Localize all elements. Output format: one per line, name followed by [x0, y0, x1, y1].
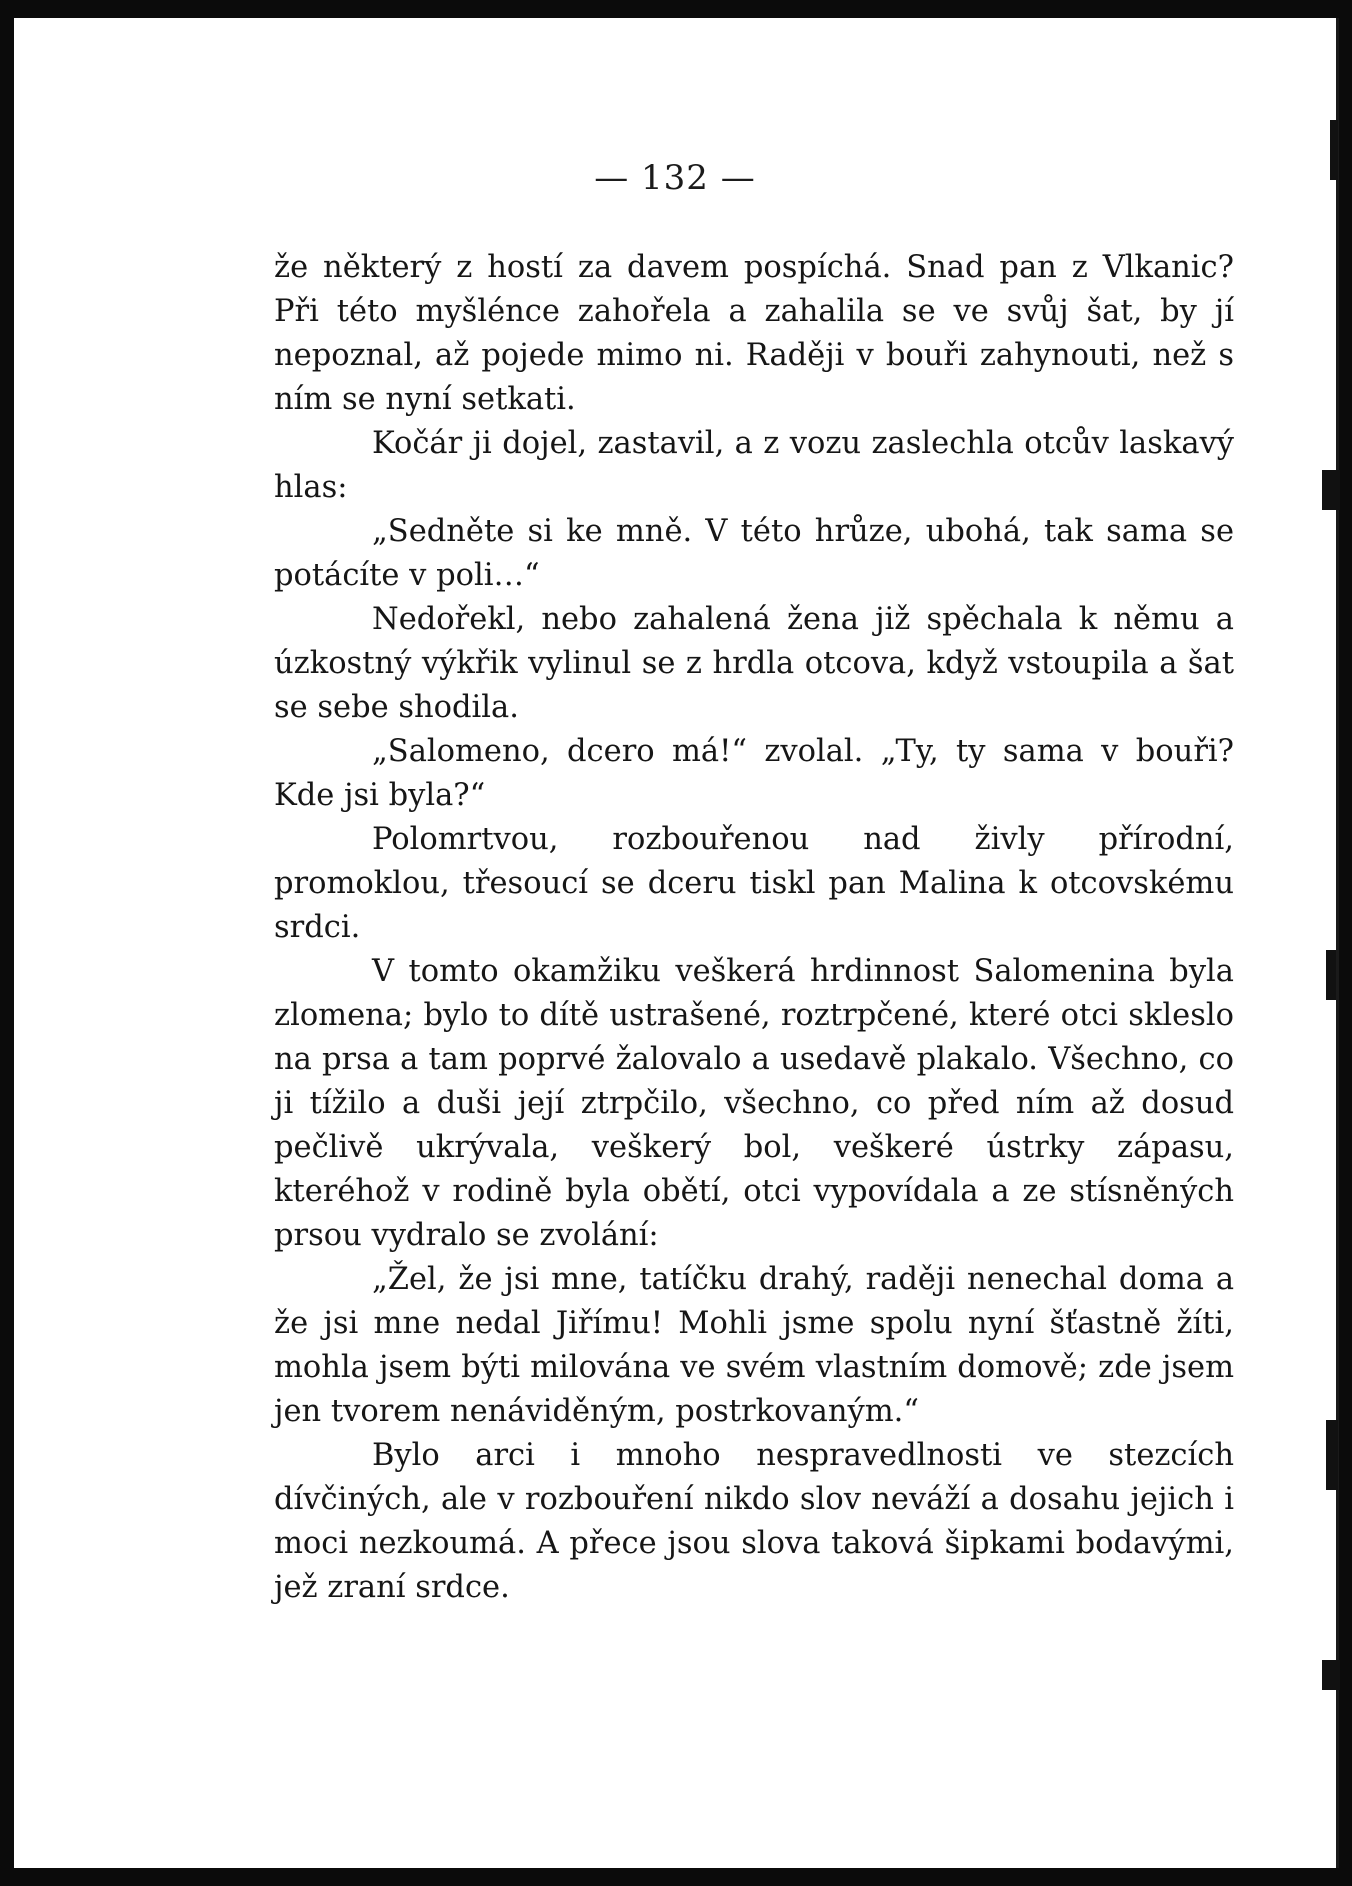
- page-number: — 132 —: [594, 158, 756, 198]
- paragraph-3: „Sedněte si ke mně. V této hrůze, ubohá, tak sama se potácíte v poli…“: [274, 514, 1234, 593]
- scan-edge-mark: [1326, 1420, 1338, 1490]
- paragraph-7: V tomto okamžiku veškerá hrdinnost Salomenina byla zlomena; bylo to dítě ustrašené, roztrpčené, které otci skleslo na prsa a tam poprvé žalovalo a usedavě plakalo. Všechno, co ji tížilo a duši její ztrpčilo, všechno, co před ním až dosud pečlivě ukrývala, veškerý bol, veškeré ústrky zápasu, kteréhož v rodině byla obětí, otci vypovídala a ze stísněných prsou vydralo se zvolání:: [274, 954, 1234, 1253]
- book-page: [14, 18, 1339, 1868]
- scan-edge-mark: [1330, 120, 1338, 180]
- paragraph-2: Kočár ji dojel, zastavil, a z vozu zaslechla otcův laskavý hlas:: [274, 426, 1234, 505]
- scan-edge-mark: [1322, 470, 1340, 510]
- scan-edge-mark: [1322, 1660, 1340, 1690]
- paragraph-1: že některý z hostí za davem pospíchá. Snad pan z Vlkanic? Při této myšlénce zahořela a zahalila se ve svůj šat, by jí nepoznal, až pojede mimo ni. Raději v bouři zahynouti, než s ním se nyní setkati.: [274, 250, 1234, 417]
- scan-edge-mark: [1326, 950, 1336, 1000]
- page-text: [274, 246, 1234, 1610]
- paragraph-6: Polomrtvou, rozbouřenou nad živly přírodní, promoklou, třesoucí se dceru tiskl pan Malina k otcovskému srdci.: [274, 822, 1234, 945]
- paragraph-9: Bylo arci i mnoho nespravedlnosti ve stezcích dívčiných, ale v rozbouření nikdo slov neváží a dosahu jejich i moci nezkoumá. A přece jsou slova taková šipkami bodavými, jež zraní srdce.: [274, 1438, 1234, 1605]
- paragraph-4: Nedořekl, nebo zahalená žena již spěchala k němu a úzkostný výkřik vylinul se z hrdla otcova, když vstoupila a šat se sebe shodila.: [274, 602, 1234, 725]
- paragraph-5: „Salomeno, dcero má!“ zvolal. „Ty, ty sama v bouři? Kde jsi byla?“: [274, 734, 1234, 813]
- paragraph-8: „Žel, že jsi mne, tatíčku drahý, raději nenechal doma a že jsi mne nedal Jiřímu! Mohli jsme spolu nyní šťastně žíti, mohla jsem býti milována ve svém vlastním domově; zde jsem jen tvorem nenáviděným, postrkovaným.“: [274, 1262, 1234, 1429]
